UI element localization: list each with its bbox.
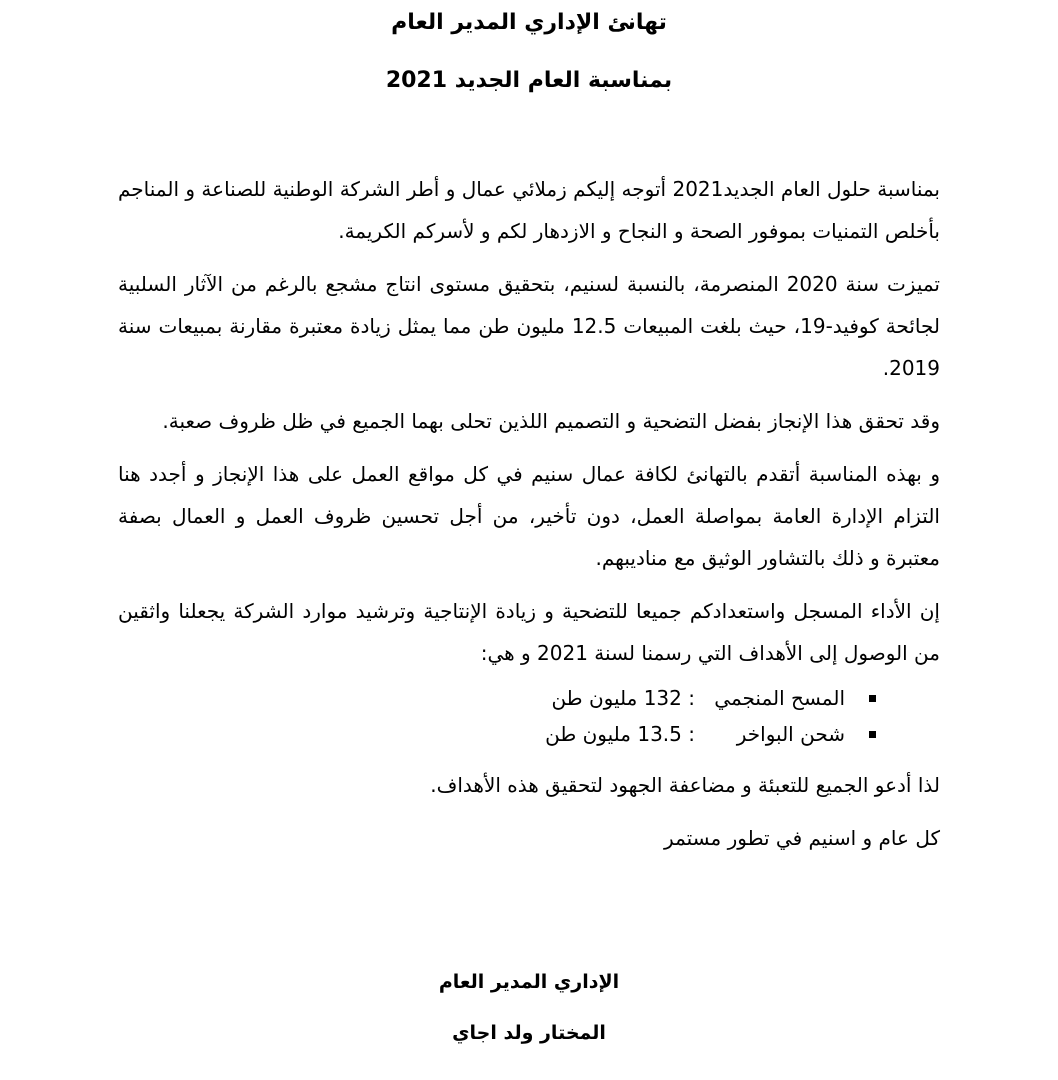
signature-name: المختار ولد اجاي — [452, 1022, 606, 1044]
target-label: المسح المنجمي — [714, 686, 845, 710]
paragraph-2020-results: تميزت سنة 2020 المنصرمة، بالنسبة لسنيم، بتحقيق مستوى انتاج مشجع بالرغم من الآثار السلبية لجائحة كوفيد-19، حيث بلغت المبيعات 12.5 مليون طن مما يمثل زيادة معتبرة مقارنة بمبيعات سنة 2019. — [118, 272, 941, 380]
paragraph-greeting: بمناسبة حلول العام الجديد2021 أتوجه إليكم زملائي عمال و أطر الشركة الوطنية للصناعة و المناجم بأخلص التمنيات بموفور الصحة و النجاح و الازدهار لكم و لأسركم الكريمة. — [118, 177, 941, 243]
paragraph-achievement: وقد تحقق هذا الإنجاز بفضل التضحية و التصميم اللذين تحلى بهما الجميع في ظل ظروف صعبة. — [162, 409, 940, 433]
letter-body — [118, 168, 940, 870]
paragraph-call-to-action: لذا أدعو الجميع للتعبئة و مضاعفة الجهود لتحقيق هذه الأهداف. — [430, 773, 940, 797]
paragraph-wishes: كل عام و اسنيم في تطور مستمر — [664, 826, 940, 850]
target-label: شحن البواخر — [736, 722, 845, 746]
target-value: : 132 مليون طن — [551, 686, 695, 710]
signature-role: الإداري المدير العام — [438, 971, 620, 993]
paragraph-2021-goals-intro: إن الأداء المسجل واستعدادكم جميعا للتضحية و زيادة الإنتاجية وترشيد موارد الشركة يجعلنا واثقين من الوصول إلى الأهداف التي رسمنا لسنة 2021 و هي: — [118, 599, 940, 665]
target-value: : 13.5 مليون طن — [545, 722, 695, 746]
paragraph-congratulations: و بهذه المناسبة أتقدم بالتهانئ لكافة عمال سنيم في كل مواقع العمل على هذا الإنجاز و أجدد هنا التزام الإدارة العامة بمواصلة العمل، دون تأخير، من أجل تحسين ظروف العمل و العمال بصفة معتبرة و ذلك بالتشاور الوثيق مع مناديبهم. — [118, 462, 940, 570]
list-item — [118, 680, 876, 716]
letter-subtitle: بمناسبة العام الجديد 2021 — [385, 68, 673, 93]
square-bullet-icon — [869, 695, 876, 702]
letter-title: تهانئ الإداري المدير العام — [391, 10, 667, 35]
list-item — [118, 716, 876, 752]
targets-list — [118, 680, 940, 752]
square-bullet-icon — [869, 731, 876, 738]
